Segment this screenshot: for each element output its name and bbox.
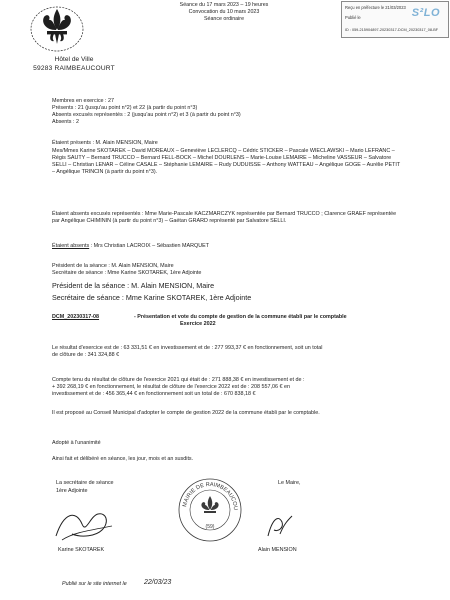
deliberation-ref: DCM_20230317-08: [52, 314, 100, 320]
mairie-seal: [176, 476, 244, 544]
president-line: Président de la séance : M. Alain MENSION, Maire: [52, 281, 215, 290]
secretaire-subtitle: 1ère Adjointe: [56, 488, 88, 494]
seance-header: [118, 2, 330, 23]
secretaire-title: La secrétaire de séance: [56, 480, 114, 486]
mairie-line2: 59283 RAIMBEAUCOURT: [33, 64, 115, 72]
mairie-address: [14, 56, 134, 73]
seance-type: Séance ordinaire: [203, 16, 245, 22]
publie-label: Publié sur le site internet le: [62, 581, 127, 587]
secretaire-line-small: Secrétaire de séance : Mme Karine SKOTAREK, 1ère Adjointe: [52, 270, 202, 276]
mairie-line1: Hôtel de Ville: [54, 56, 94, 63]
presents-label: Étaient présents : M. Alain MENSION, Maire: [52, 140, 158, 146]
deliberation-title-line1: - Présentation et vote du compte de gestion de la commune établi par le comptable: [134, 314, 347, 320]
seal-text: MAIRIE DE RAIMBEAUCOU: [182, 481, 239, 511]
resultat-exercice-line2: de clôture de : 341 324,88 €: [52, 352, 120, 358]
prefecture-receipt-stamp: [341, 1, 449, 38]
absents-excuses-text: Étaient absents excusés représentés : Mme Marie-Pascale KACZMARCZYK représentée par Bernard TRUCCO ; Clarence GRAEF représentée par Angélique CHIMININ (à partir du point n°3) – Gaétan GRARD représenté par Salvatore SELLI.: [52, 211, 397, 224]
stamp-received: Reçu en préfecture le 21/03/2023: [345, 5, 406, 10]
adopte-text: Adopté à l'unanimité: [52, 440, 101, 446]
absents-count: Absents : 2: [52, 119, 79, 125]
s2lo-logo: S²LO: [411, 7, 440, 19]
membres-en-exercice: Membres en exercice : 27: [52, 98, 115, 104]
resultat-cloture-line2: + 392 268,19 € en fonctionnement, le résultat de clôture de l'exercice 2022 est de : 208 557,06 € en: [52, 384, 290, 390]
seance-date: Séance du 17 mars 2023 – 19 heures: [179, 2, 269, 8]
secretaire-name: Karine SKOTAREK: [58, 547, 105, 553]
deliberation-title-line2: Exercice 2022: [180, 321, 216, 327]
convocation-date: Convocation du 10 mars 2023: [188, 9, 260, 15]
maire-name: Alain MENSION: [258, 547, 297, 553]
absents-line: [52, 243, 209, 250]
maire-title: Le Maire,: [278, 480, 301, 486]
absents-label: Étaient absents: [52, 243, 90, 249]
maire-signature: [264, 510, 296, 540]
proposition-text: Il est proposé au Conseil Municipal d'adopter le compte de gestion 2022 de la commune établi par le comptable.: [52, 410, 320, 416]
stamp-id: ID : 059-215904897-20230317-DCM_20230317_08-BF: [345, 28, 439, 32]
secretaire-signature: [52, 506, 116, 544]
resultat-cloture-line3: investissement et de : 456 365,44 € en fonctionnement soit un total de : 670 838,18 €: [52, 391, 256, 397]
secretaire-line: Secrétaire de séance : Mme Karine SKOTAREK, 1ère Adjointe: [52, 293, 252, 302]
stamp-published: Publié le: [345, 15, 361, 20]
resultat-exercice-line1: Le résultat d'exercice est de : 63 331,51 € en investissement et de : 277 993,37 € en fonctionnement, soit un total: [52, 345, 323, 351]
absents-names: : Mrs Christian LACROIX – Sébastien MARQUET: [89, 243, 209, 249]
president-line-small: Président de la séance : M. Alain MENSION, Maire: [52, 263, 174, 269]
presents-list: Mes/Mmes Karine SKOTAREK – David MOREAUX – Geneviève LECLERCQ – Cédric STICKER – Pascale WIECLAWSKI – Mario LEFRANC – Régis SAUTY – Bernard TRUCCO – Bernard FELL-BOCK – Michel DOURLENS – Marie-Louise LEMAIRE – Micheline VASSEUR – Salvatore SELLI – Christian LENAR – Céline CASALE – Stéphanie LEMAIRE – Rudy DUDUISSE – Anthony WATTEAU – Angélique GOGE – Aurélie PETIT – Angélique TRINCIN (à partir du point n°3).: [52, 148, 401, 175]
publie-date: 22/03/23: [144, 579, 172, 586]
presents-count: Présents : 21 (jusqu'au point n°2) et 22 (à partir du point n°3): [52, 105, 198, 111]
fait-delibere-text: Ainsi fait et délibéré en séance, les jour, mois et an susdits.: [52, 456, 194, 462]
absents-representes-count: Absents excusés représentés : 2 (jusqu'au point n°2) et 3 (à partir du point n°3): [52, 112, 241, 118]
resultat-cloture-line1: Compte tenu du résultat de clôture de l'exercice 2021 qui était de : 271 888,38 € en investissement et de :: [52, 377, 305, 383]
fleur-de-lys-logo: [29, 4, 85, 54]
seal-number: (59): [205, 524, 215, 530]
